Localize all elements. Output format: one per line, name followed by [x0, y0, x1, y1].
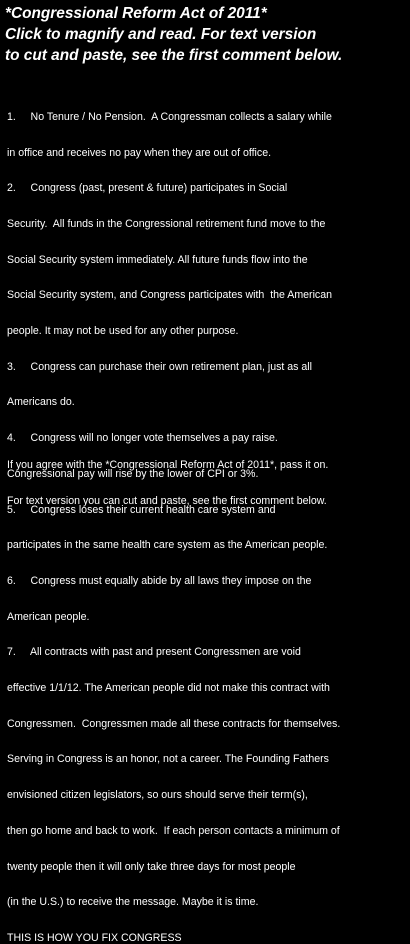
body-line-closing: THIS IS HOW YOU FIX CONGRESS: [7, 931, 182, 944]
body-line: people. It may not be used for any other purpose.: [7, 325, 239, 338]
body-line: effective 1/1/12. The American people did not make this contract with: [7, 682, 330, 695]
footer-line: If you agree with the *Congressional Reform Act of 2011*, pass it on.: [7, 458, 329, 471]
body-line: Congressmen. Congressmen made all these contracts for themselves.: [7, 717, 341, 730]
body-line: Congressional pay will rise by the lower of CPI or 3%.: [7, 467, 259, 480]
body-line: Social Security system immediately. All future funds flow into the: [7, 253, 308, 266]
header-title: [5, 3, 407, 66]
footer-note: [7, 436, 407, 531]
body-line: 4. Congress will no longer vote themselves a pay raise.: [7, 432, 278, 445]
body-line: American people.: [7, 610, 90, 623]
body-line: Security. All funds in the Congressional retirement fund move to the: [7, 217, 326, 230]
body-line: 2. Congress (past, present & future) participates in Social: [7, 182, 288, 195]
body-line: then go home and back to work. If each person contacts a minimum of: [7, 824, 340, 837]
body-line: in office and receives no pay when they are out of office.: [7, 146, 272, 159]
body-line: 6. Congress must equally abide by all laws they impose on the: [7, 574, 312, 587]
header-line-instruction: Click to magnify and read. For text version: [5, 26, 317, 43]
body-line: 3. Congress can purchase their own retirement plan, just as all: [7, 360, 313, 373]
body-line: 5. Congress loses their current health care system and: [7, 503, 276, 516]
body-line: Serving in Congress is an honor, not a career. The Founding Fathers: [7, 753, 329, 766]
body-line: 7. All contracts with past and present Congressmen are void: [7, 646, 301, 659]
header-line-instruction-cont: to cut and paste, see the first comment below.: [5, 47, 343, 64]
body-line: twenty people then it will only take three days for most people: [7, 860, 296, 873]
body-line: participates in the same health care system as the American people.: [7, 539, 328, 552]
body-line: Americans do.: [7, 396, 75, 409]
body-line: (in the U.S.) to receive the message. Maybe it is time.: [7, 896, 259, 909]
footer-line: For text version you can cut and paste, see the first comment below.: [7, 494, 327, 507]
body-line: envisioned citizen legislators, so ours should serve their term(s),: [7, 789, 308, 802]
header-line-title: *Congressional Reform Act of 2011*: [5, 5, 267, 22]
body-line: Social Security system, and Congress participates with the American: [7, 289, 333, 302]
body-line: 1. No Tenure / No Pension. A Congressman collects a salary while: [7, 110, 332, 123]
